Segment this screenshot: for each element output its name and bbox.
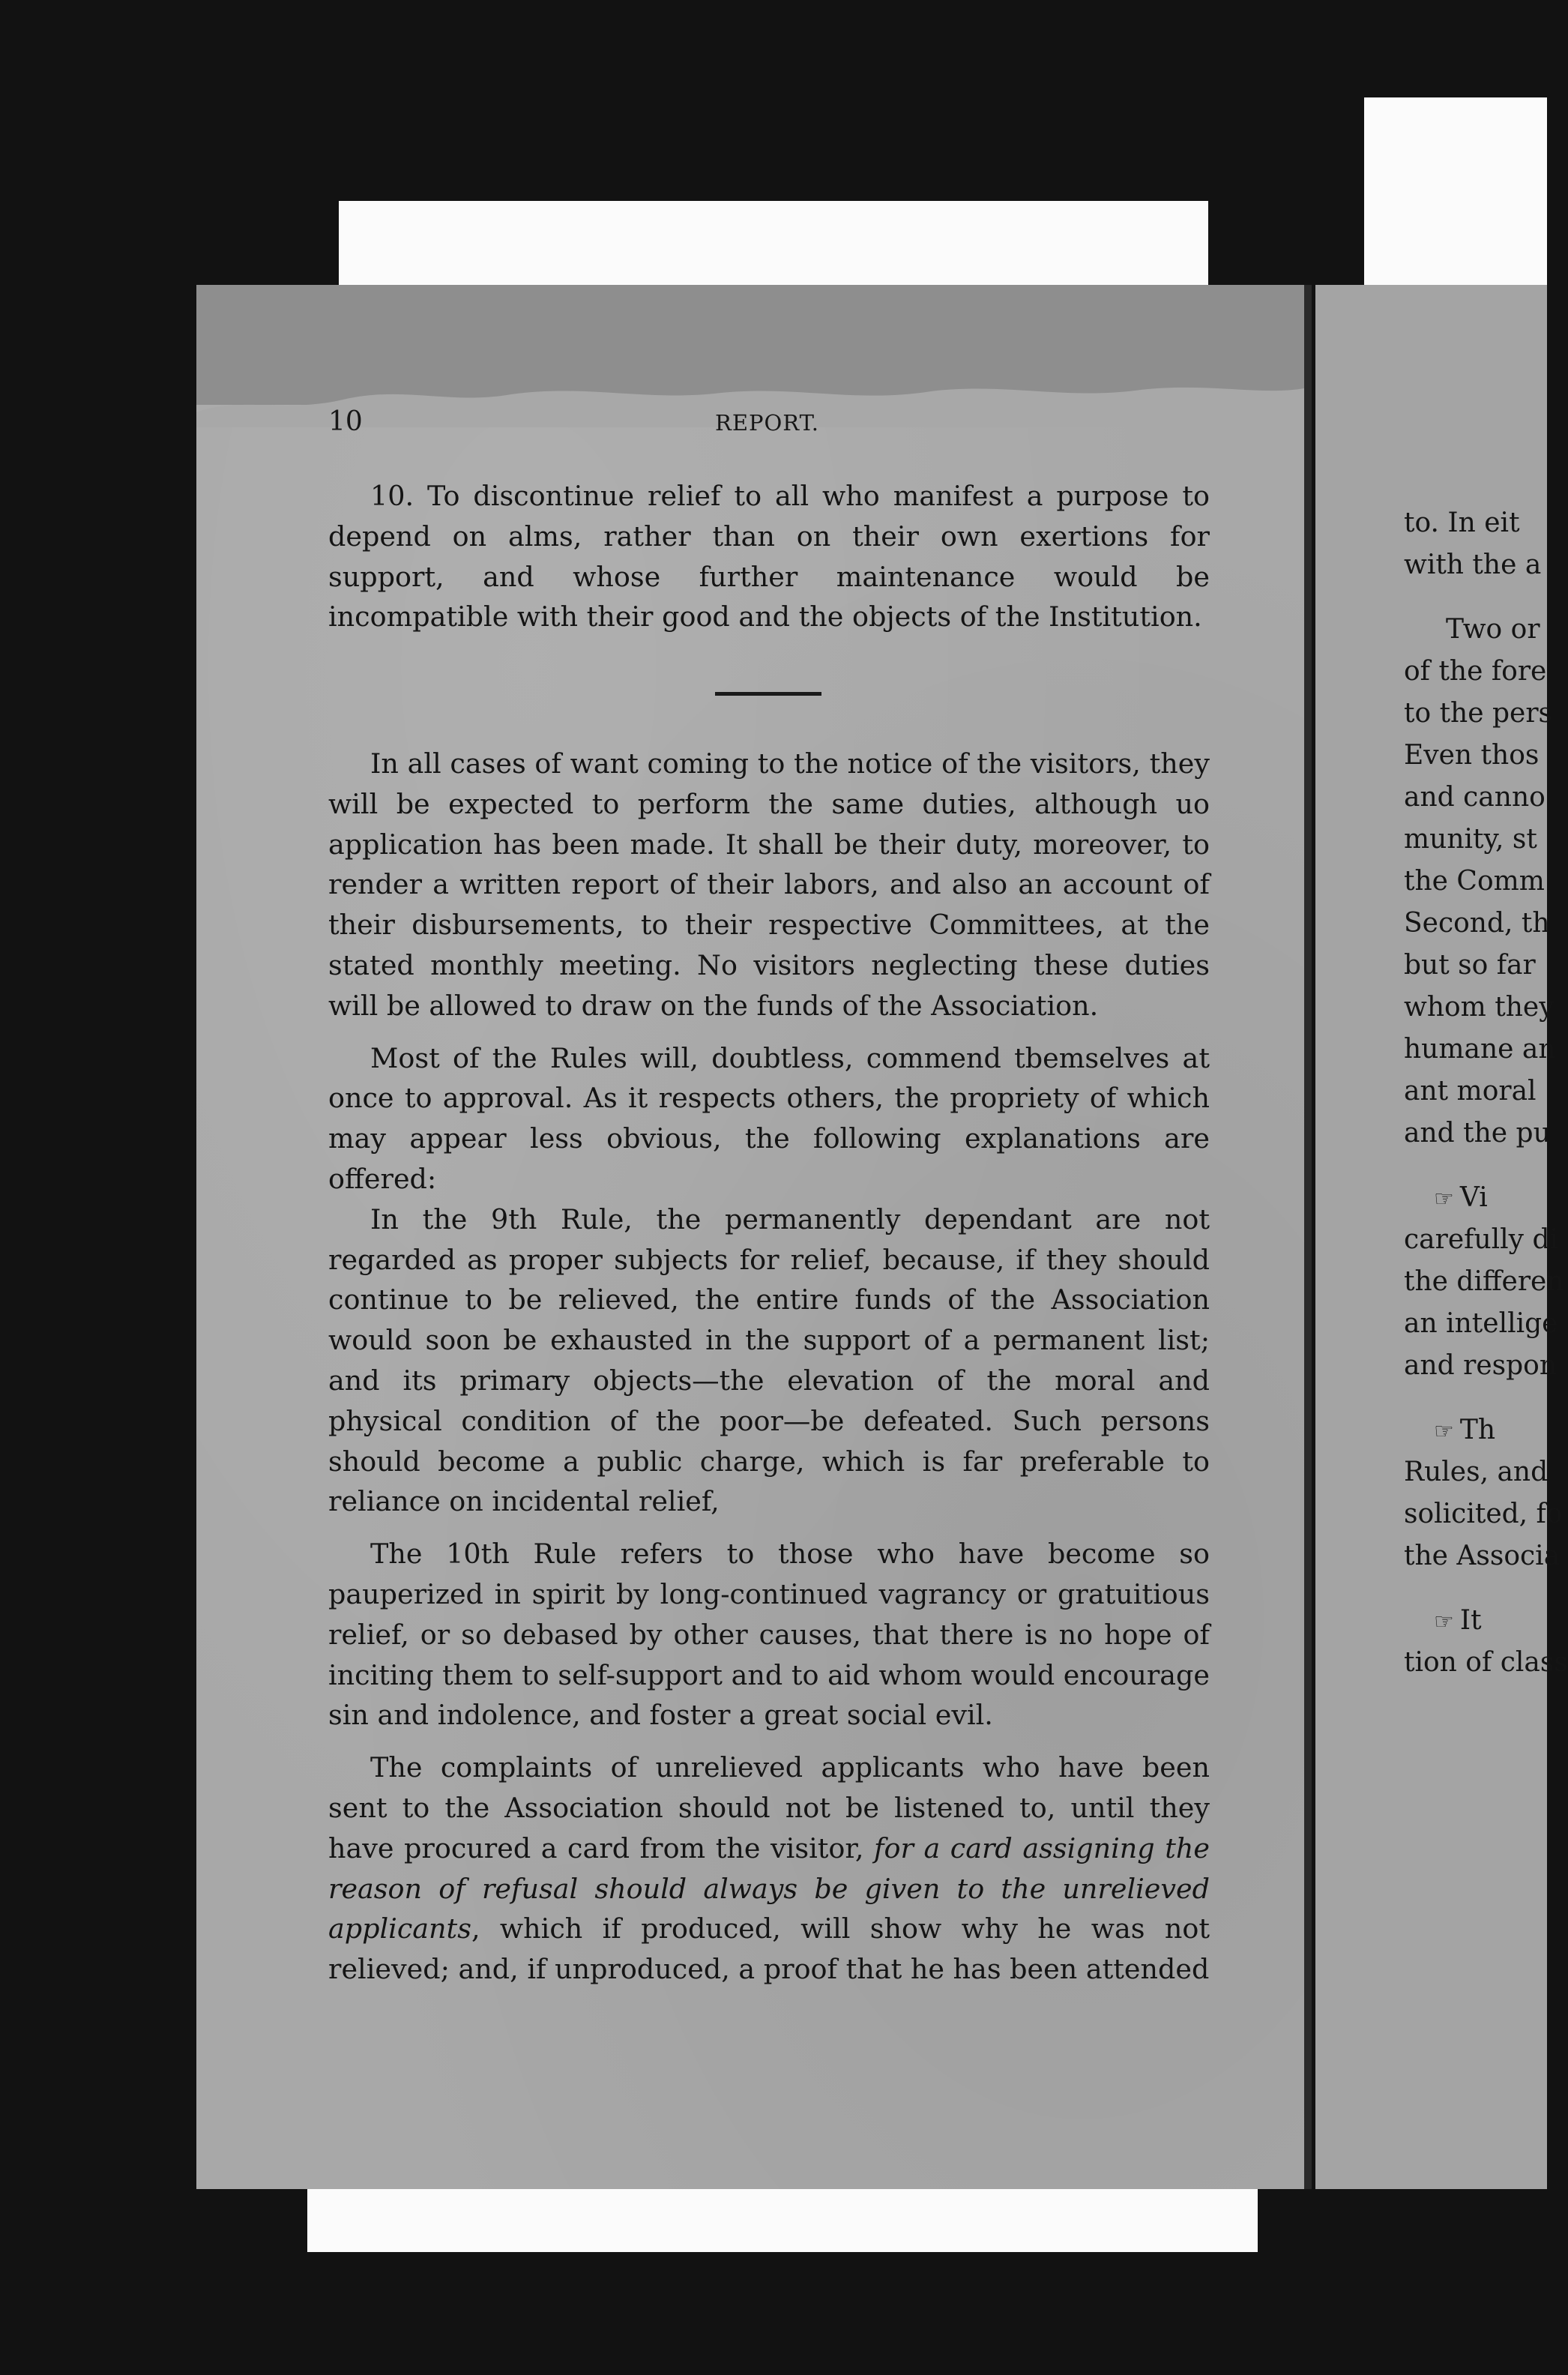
facing-line: and the pu [1404,1118,1551,1149]
facing-line: the differen [1404,1266,1564,1297]
section-divider [715,692,821,696]
facing-line: ☞ It [1404,1600,1568,1642]
top-right-paper-strip [1364,97,1547,292]
rule-10-block [328,476,1210,637]
facing-line: but so far [1404,950,1536,981]
facing-line: ☞ Th [1404,1409,1568,1451]
rule-10-text: 10. To discontinue relief to all who manifest a purpose to depend on alms, rather than on their own exertions for support, and whose further maintenance would be incompatible with their good and the objects of the Institution. [328,480,1210,633]
facing-line: the Comm [1404,866,1545,897]
facing-line: ant moral [1404,1076,1537,1107]
facing-line: Rules, and [1404,1457,1549,1487]
facing-page-text [1404,502,1568,1684]
pointing-hand-icon: ☞ [1434,1609,1454,1635]
paragraph-10th-rule: The 10th Rule refers to those who have become so pauperized in spirit by long-continued vagrancy or gratuitious relief, or so debased by other causes, that there is no hope of inciting them to self-support and to aid whom would encourage sin and indolence, and foster a great social evil. [328,1538,1210,1732]
facing-line: humane an [1404,1034,1556,1065]
facing-line: carefully di [1404,1224,1559,1255]
paragraph-rules-explanation: Most of the Rules will, doubtless, commend tbemselves at once to approval. As it respects others, the propriety of which may appear less obvious, the following explanations are offered: [328,1041,1210,1195]
body-text [328,744,1210,1990]
facing-line: tion of class [1404,1647,1568,1678]
facing-line: and respon [1404,1350,1558,1381]
bottom-paper-strip [307,2183,1258,2252]
book-page-left [196,285,1312,2189]
pointing-hand-icon: ☞ [1434,1418,1454,1445]
complaints-italic-text: for a card assigning the reason of refusal should always be given to the unrelieved applicants [328,1831,1210,1945]
complaints-text-2: , which if produced, will show why he was not relieved; and, if unproduced, a proof that he has been attended [328,1912,1210,1986]
facing-line: an intellige [1404,1308,1558,1339]
pointing-hand-icon: ☞ [1434,1186,1454,1212]
facing-line: ☞ Vi [1404,1177,1568,1219]
facing-line: the Associa [1404,1541,1561,1571]
facing-line: to the pers [1404,698,1553,729]
facing-line: with the a [1404,550,1542,580]
facing-line: of the fore [1404,656,1547,687]
paragraph-9th-rule: In the 9th Rule, the permanently dependant are not regarded as proper subjects for relief, because, if they should continue to be relieved, the entire funds of the Association would soon be exhausted in the support of a permanent list; and its primary objects—the elevation of the moral and physical condition of the poor—be defeated. Such persons should become a public charge, which is far preferable to reliance on incidental relief, [328,1202,1210,1518]
top-paper-strip [339,201,1208,285]
paragraph-complaints [328,1748,1210,1990]
facing-line: munity, st [1404,824,1537,855]
facing-line: Even thos [1404,740,1540,771]
facing-line: whom they [1404,992,1555,1023]
complaints-text-1: The complaints of unrelieved applicants who have been sent to the Association should not be listened to, until they have procured a card from the visitor, [328,1751,1210,1864]
facing-line: to. In eit [1404,508,1520,538]
paragraph-visitors-duties: In all cases of want coming to the notice of the visitors, they will be expected to perform the same duties, although uo application has been made. It shall be their duty, moreover, to render a written report of their labors, and also an account of their disbursements, to their respective Committees, at the stated monthly meeting. No visitors neglecting these duties will be allowed to draw on the funds of the Association. [328,747,1210,1022]
facing-line: and canno [1404,782,1546,813]
running-head: REPORT. [715,410,819,436]
facing-line: Two or [1446,614,1540,645]
book-page-right [1315,285,1568,2189]
facing-line: Second, th [1404,908,1550,939]
page-number: 10 [328,406,363,437]
facing-line: solicited, fo [1404,1499,1563,1529]
